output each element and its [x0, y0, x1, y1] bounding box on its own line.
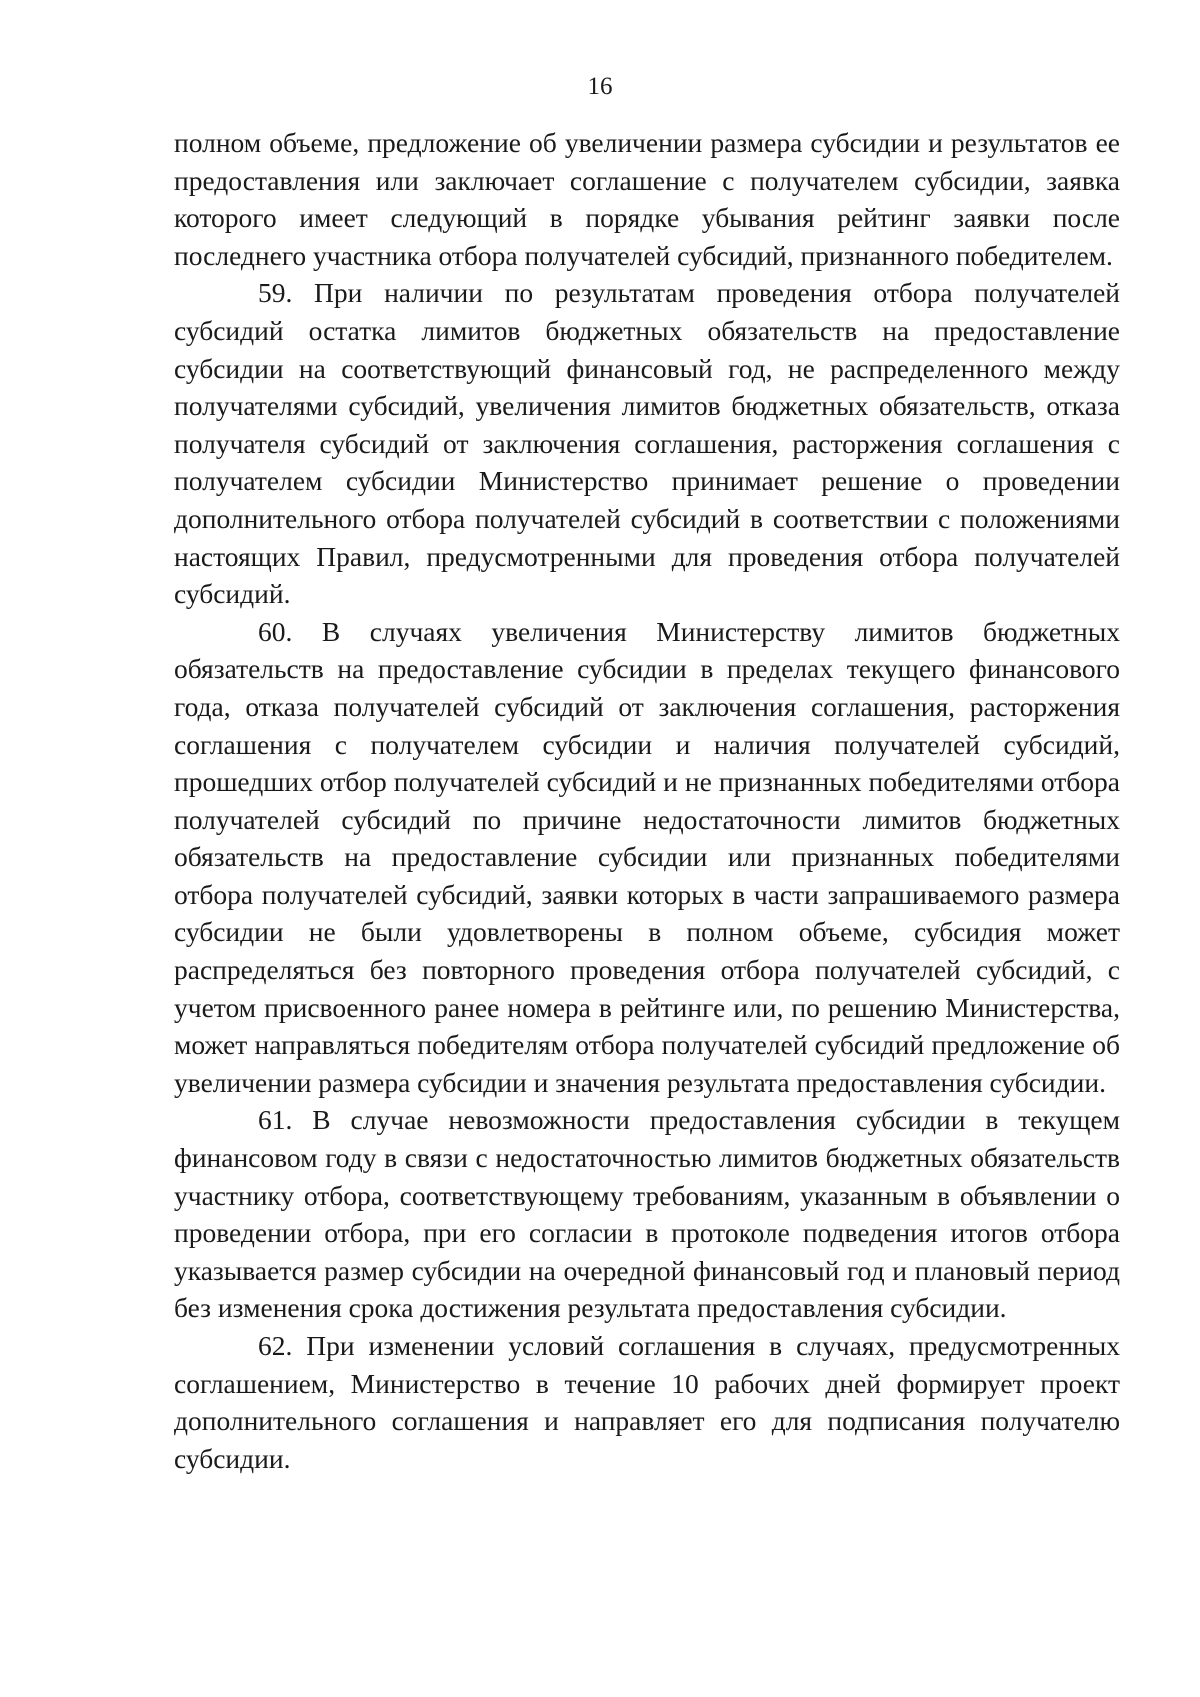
- paragraph-continuation: полном объеме, предложение об увеличении размера субсидии и результатов ее предоставления или заключает соглашение с получателем субсидии, заявка которого имеет следующий в порядке убывания рейтинг заявки после последнего участника отбора получателей субсидий, признанного победителем.: [174, 127, 1120, 271]
- paragraph-60: 60. В случаях увеличения Министерству лимитов бюджетных обязательств на предоставление субсидии в пределах текущего финансового года, отказа получателей субсидий от заключения соглашения, расторжения соглашения с получателем субсидии и наличия получателей субсидий, прошедших отбор получателей субсидий и не признанных победителями отбора получателей субсидий по причине недостаточности лимитов бюджетных обязательств на предоставление субсидии или признанных победителями отбора получателей субсидий, заявки которых в части запрашиваемого размера субсидии не были удовлетворены в полном объеме, субсидия может распределяться без повторного проведения отбора получателей субсидий, с учетом присвоенного ранее номера в рейтинге или, по решению Министерства, может направляться победителям отбора получателей субсидий предложение об увеличении размера субсидии и значения результата предоставления субсидии.: [174, 615, 1120, 1098]
- paragraph-59: 59. При наличии по результатам проведения отбора получателей субсидий остатка лимитов бюджетных обязательств на предоставление субсидии на соответствующий финансовый год, не распределенного между получателями субсидий, увеличения лимитов бюджетных обязательств, отказа получателя субсидий от заключения соглашения, расторжения соглашения с получателем субсидии Министерство принимает решение о проведении дополнительного отбора получателей субсидий в соответствии с положениями настоящих Правил, предусмотренными для проведения отбора получателей субсидий.: [174, 277, 1120, 610]
- paragraph-62: 62. При изменении условий соглашения в случаях, предусмотренных соглашением, Министерство в течение 10 рабочих дней формирует проект дополнительного соглашения и направляет его для подписания получателю субсидии.: [174, 1330, 1120, 1474]
- paragraph-61: 61. В случае невозможности предоставления субсидии в текущем финансовом году в связи с недостаточностью лимитов бюджетных обязательств участнику отбора, соответствующему требованиям, указанным в объявлении о проведении отбора, при его согласии в протоколе подведения итогов отбора указывается размер субсидии на очередной финансовый год и плановый период без изменения срока достижения результата предоставления субсидии.: [174, 1104, 1120, 1324]
- document-body: [174, 124, 1120, 1477]
- page-number: 16: [587, 73, 613, 100]
